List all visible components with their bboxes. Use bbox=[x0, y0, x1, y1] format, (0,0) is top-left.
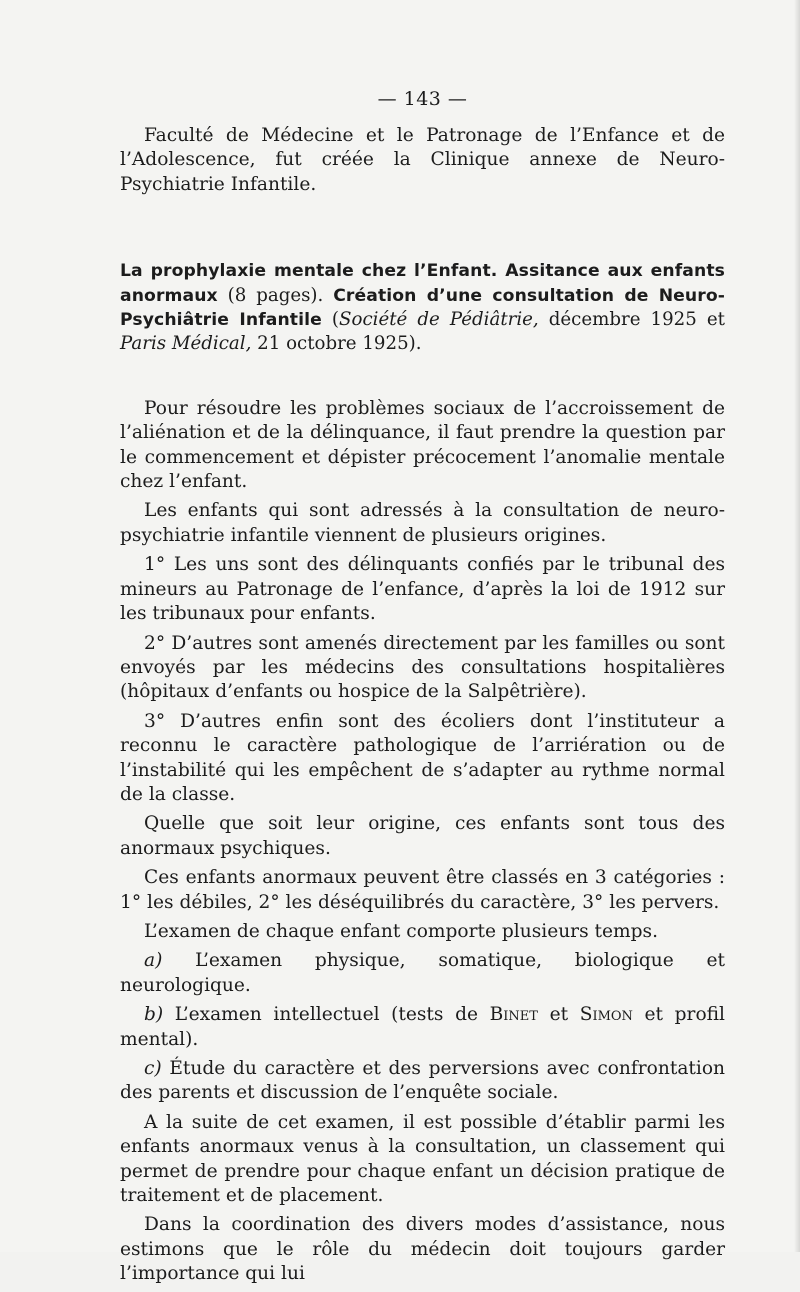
paragraph: Ces enfants anormaux peuvent être classés en 3 catégories : 1° les débiles, 2° les déséquilibrés du caractère, 3° les pervers. bbox=[120, 867, 725, 913]
paragraph: Pour résoudre les problèmes sociaux de l’accroissement de l’aliénation et de la délinquance, il faut prendre la question par le commencement et dépister précocement l’anomalie mentale chez l’enfant. bbox=[120, 397, 725, 493]
paragraph: Quelle que soit leur origine, ces enfants sont tous des anormaux psychiques. bbox=[120, 813, 725, 859]
list-letter: a) bbox=[144, 950, 163, 972]
list-text: et bbox=[537, 1004, 580, 1026]
paragraph: L’examen de chaque enfant comporte plusieurs temps. bbox=[144, 920, 658, 942]
paragraph: 1° Les uns sont des délinquants confiés par le tribunal des mineurs au Patronage de l’enfance, d’après la loi de 1912 sur les tribunaux pour enfants. bbox=[120, 554, 725, 625]
paragraph: Dans la coordination des divers modes d’assistance, nous estimons que le rôle du médecin doit toujours garder l’importance qui lui bbox=[120, 1214, 725, 1285]
intro-paragraph: Faculté de Médecine et le Patronage de l’Enfance et de l’Adolescence, fut créée la Clinique annexe de Neuro-Psychiatrie Infantile. bbox=[120, 125, 725, 195]
body-text bbox=[120, 397, 725, 1287]
heading-open-paren: ( bbox=[321, 309, 340, 331]
list-letter: c) bbox=[144, 1058, 162, 1079]
page-content bbox=[120, 88, 725, 1292]
list-text: L’examen physique, somatique, biologique et neurologique. bbox=[120, 950, 725, 996]
paragraph bbox=[120, 949, 725, 998]
list-text: Étude du caractère et des perversions avec confrontation des parents et discussion de l’enquête sociale. bbox=[120, 1058, 725, 1104]
paragraph bbox=[120, 1003, 725, 1052]
paragraph bbox=[120, 1057, 725, 1106]
heading-pages: (8 pages). bbox=[217, 284, 334, 306]
heading-journal-2: Paris Médical, bbox=[120, 333, 252, 355]
publication-heading bbox=[120, 259, 725, 357]
author-name: Binet bbox=[489, 1004, 538, 1026]
heading-date-1: décembre 1925 et bbox=[538, 309, 725, 331]
page-number: — 143 — bbox=[377, 88, 468, 110]
heading-title-2: Création d’une consultation de Neuro-Psychiâtrie Infantile bbox=[120, 285, 725, 331]
page-edge-shadow bbox=[794, 0, 800, 1252]
heading-date-2: 21 octobre 1925). bbox=[251, 333, 422, 355]
heading-journal-1: Société de Pédiâtrie, bbox=[339, 309, 539, 331]
heading-title-1: La prophylaxie mentale chez l’Enfant. Assitance aux enfants anormaux bbox=[120, 261, 725, 306]
paragraph: 3° D’autres enfin sont des écoliers dont l’instituteur a reconnu le caractère pathologique de l’arriération ou de l’instabilité qui les empêchent de s’adapter au rythme normal de la classe. bbox=[120, 710, 725, 805]
paragraph: 2° D’autres sont amenés directement par les familles ou sont envoyés par les médecins des consultations hospitalières (hôpitaux d’enfants ou hospice de la Salpêtrière). bbox=[120, 632, 725, 703]
list-letter: b) bbox=[144, 1004, 164, 1026]
list-text: et profil mental). bbox=[120, 1004, 725, 1050]
list-text: L’examen intellectuel (tests de bbox=[163, 1004, 490, 1026]
author-name: Simon bbox=[579, 1004, 633, 1026]
paragraph: Les enfants qui sont adressés à la consultation de neuro-psychiatrie infantile viennent de plusieurs origines. bbox=[120, 500, 725, 546]
paragraph: A la suite de cet examen, il est possible d’établir parmi les enfants anormaux venus à la consultation, un classement qui permet de prendre pour chaque enfant un décision pratique de traitement et de placement. bbox=[120, 1111, 725, 1207]
